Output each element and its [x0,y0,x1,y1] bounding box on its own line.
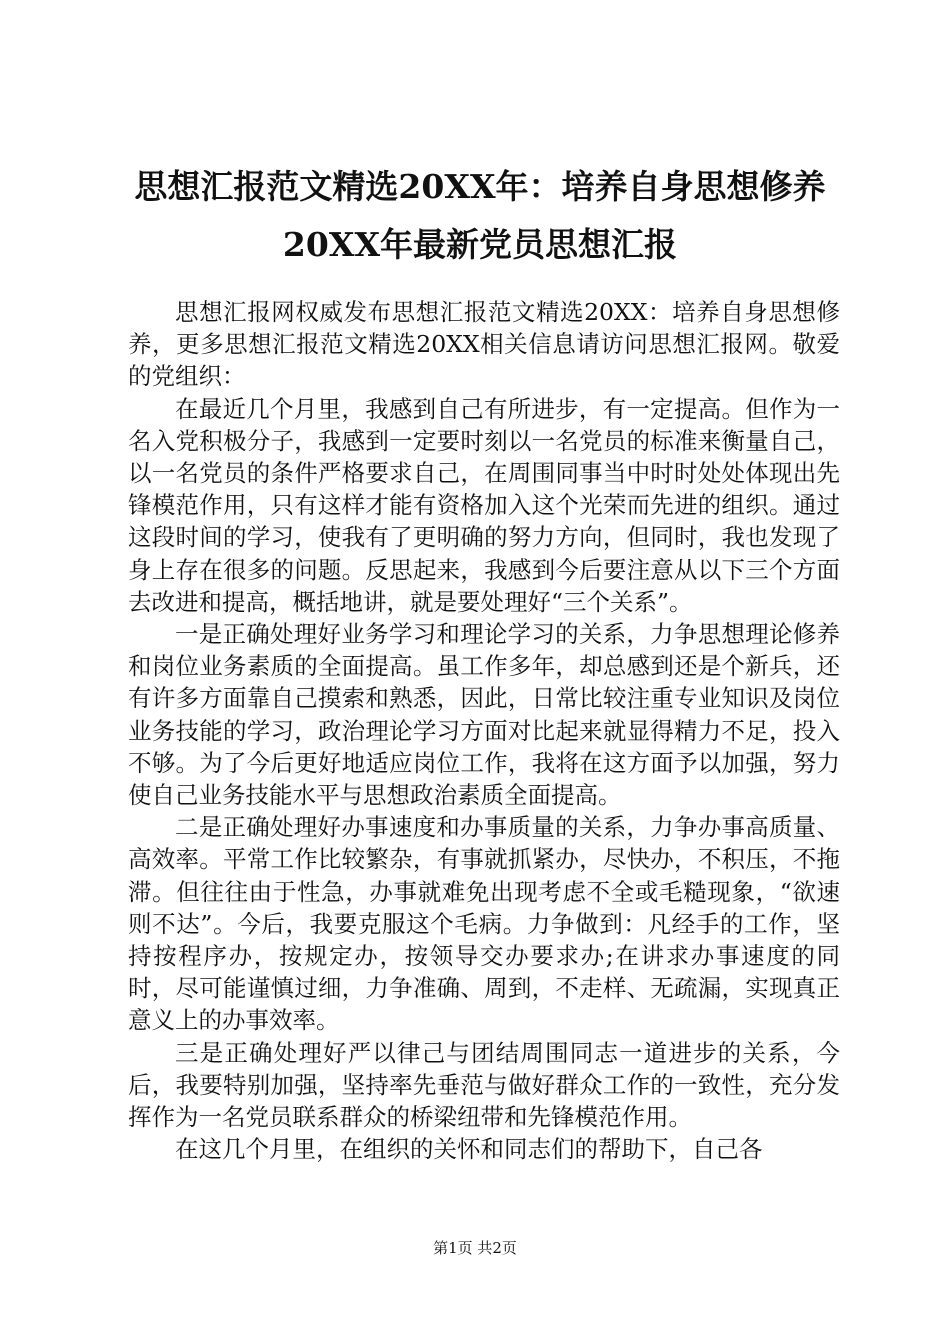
paragraph-5: 三是正确处理好严以律己与团结周围同志一道进步的关系，今后，我要特别加强，坚持率先垂范与做好群众工作的一致性，充分发挥作为一名党员联系群众的桥梁纽带和先锋模范作用。 [128,1038,840,1132]
document-body [128,296,840,1165]
paragraph-6: 在这几个月里，在组织的关怀和同志们的帮助下，自己各 [175,1135,763,1164]
paragraph-1: 思想汇报网权威发布思想汇报范文精选20XX：培养自身思想修养，更多思想汇报范文精选20XX相关信息请访问思想汇报网。敬爱的党组织： [128,298,840,391]
paragraph-4: 二是正确处理好办事速度和办事质量的关系，力争办事高质量、高效率。平常工作比较繁杂，有事就抓紧办，尽快办，不积压，不拖滞。但往往由于性急，办事就难免出现考虑不全或毛糙现象，“欲速则不达”。今后，我要克服这个毛病。力争做到：凡经手的工作，坚持按程序办，按规定办，按领导交办要求办;在讲求办事速度的同时，尽可能谨慎过细，力争准确、周到，不走样、无疏漏，实现真正意义上的办事效率。 [128,813,840,1035]
page-footer: 第1页 共2页 [433,1239,517,1257]
paragraph-3: 一是正确处理好业务学习和理论学习的关系，力争思想理论修养和岗位业务素质的全面提高。虽工作多年，却总感到还是个新兵，还有许多方面靠自己摸索和熟悉，因此，日常比较注重专业知识及岗位业务技能的学习，政治理论学习方面对比起来就显得精力不足，投入不够。为了今后更好地适应岗位工作，我将在这方面予以加强，努力使自己业务技能水平与思想政治素质全面提高。 [128,620,840,810]
paragraph-2: 在最近几个月里，我感到自己有所进步，有一定提高。但作为一名入党积极分子，我感到一定要时刻以一名党员的标准来衡量自己，以一名党员的条件严格要求自己，在周围同事当中时时处处体现出先锋模范作用，只有这样才能有资格加入这个光荣而先进的组织。通过这段时间的学习，使我有了更明确的努力方向，但同时，我也发现了身上存在很多的问题。反思起来，我感到今后要注意从以下三个方面去改进和提高，概括地讲，就是要处理好“三个关系”。 [128,394,840,616]
document-title: 思想汇报范文精选20XX年：培养自身思想修养20XX年最新党员思想汇报 [134,167,826,264]
